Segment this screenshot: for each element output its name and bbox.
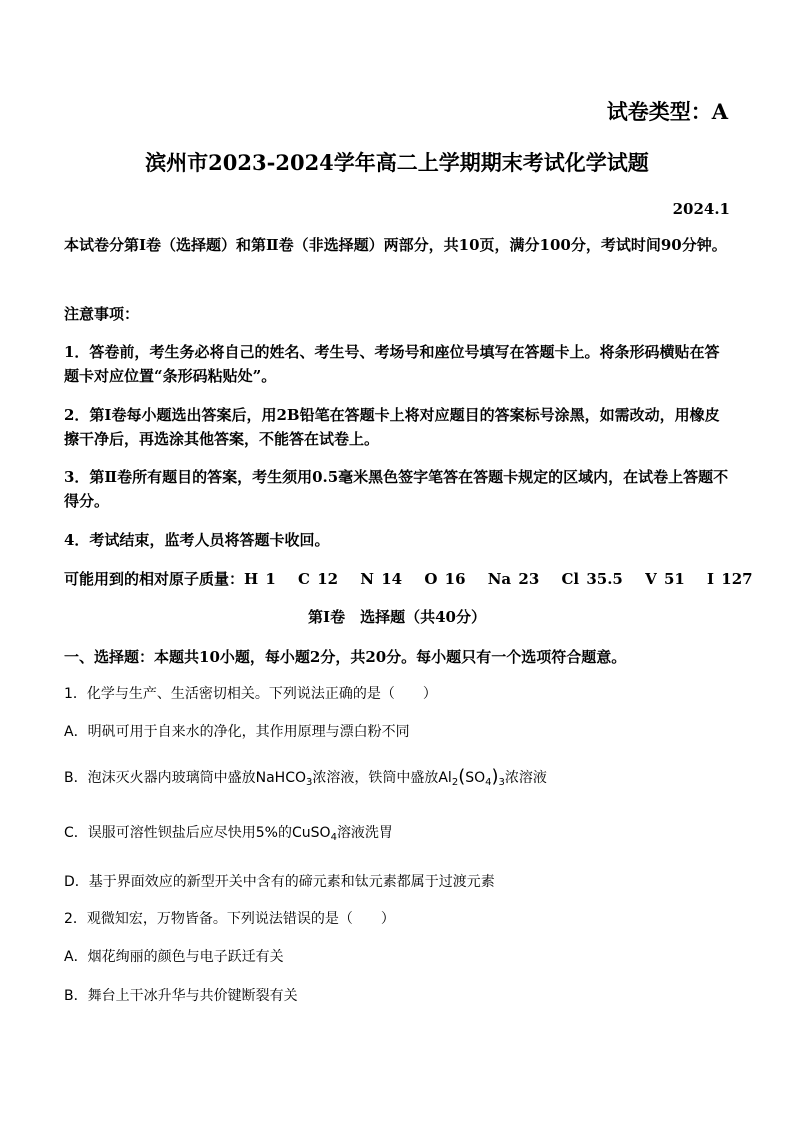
formula-so-sub: 4 [485, 777, 492, 788]
notice-item-3: 3．第Ⅱ卷所有题目的答案，考生须用0.5毫米黑色签字笔答在答题卡规定的区域内，在试卷上答题不得分。 [64, 468, 729, 510]
exam-date: 2024.1 [672, 200, 730, 218]
notice-item-4: 4．考试结束，监考人员将答题卡收回。 [64, 531, 330, 549]
option-c-prefix: C．误服可溶性钡盐后应尽快用5%的 [64, 825, 292, 841]
notice-heading: 注意事项： [64, 305, 140, 323]
atomic-masses-line: 可能用到的相对原子质量：H 1 C 12 N 14 O 16 Na 23 Cl 35.5 V 51 I 127 [64, 570, 753, 588]
option-b-mid: 浓溶液，铁筒中盛放 [312, 770, 439, 786]
option-b-suffix: 浓溶液 [504, 770, 547, 786]
question-1-option-c [64, 822, 393, 843]
formula-paren-open: ( [458, 766, 466, 787]
option-b-prefix: B．泡沫灭火器内玻璃筒中盛放 [64, 770, 256, 786]
option-c-suffix: 溶液洗胃 [336, 825, 393, 841]
formula-paren-close: ) [491, 766, 499, 787]
formula-al2so43 [438, 766, 505, 788]
question-2-stem: 2．观微知宏，万物皆备。下列说法错误的是（ ） [64, 911, 395, 927]
intro-paragraph: 本试卷分第Ⅰ卷（选择题）和第Ⅱ卷（非选择题）两部分，共10页，满分100分，考试时间90分钟。 [64, 236, 727, 254]
formula-al-sub: 2 [451, 777, 459, 788]
formula-al-main: Al [438, 770, 452, 786]
formula-so: SO [465, 770, 486, 786]
formula-nahco3 [256, 770, 313, 786]
formula-cuso4-main: CuSO [292, 825, 331, 841]
question-2-option-b: B．舞台上干冰升华与共价键断裂有关 [64, 988, 298, 1004]
formula-cuso4 [292, 825, 337, 841]
page-title: 滨州市2023-2024学年高二上学期期末考试化学试题 [145, 150, 649, 175]
paper-type-label: 试卷类型：A [606, 99, 728, 124]
part-one-title: 一、选择题：本题共10小题，每小题2分，共20分。每小题只有一个选项符合题意。 [64, 648, 627, 666]
question-1-stem: 1．化学与生产、生活密切相关。下列说法正确的是（ ） [64, 686, 437, 702]
section-one-title: 第Ⅰ卷 选择题（共40分） [308, 608, 486, 626]
formula-outer-sub: 3 [498, 777, 505, 788]
question-2-option-a: A．烟花绚丽的颜色与电子跃迁有关 [64, 949, 284, 965]
question-1-option-b [64, 766, 547, 788]
formula-nahco3-sub: 3 [305, 777, 313, 788]
question-1-option-a: A．明矾可用于自来水的净化，其作用原理与漂白粉不同 [64, 724, 410, 740]
question-1-option-d: D．基于界面效应的新型开关中含有的碲元素和钛元素都属于过渡元素 [64, 874, 495, 890]
notice-item-1: 1．答卷前，考生务必将自己的姓名、考生号、考场号和座位号填写在答题卡上。将条形码横贴在答题卡对应位置“条形码粘贴处”。 [64, 343, 720, 385]
formula-cuso4-sub: 4 [330, 832, 337, 843]
formula-nahco3-main: NaHCO [255, 770, 306, 786]
notice-item-2: 2．第Ⅰ卷每小题选出答案后，用2B铅笔在答题卡上将对应题目的答案标号涂黑，如需改动，用橡皮擦干净后，再选涂其他答案，不能答在试卷上。 [64, 406, 720, 448]
